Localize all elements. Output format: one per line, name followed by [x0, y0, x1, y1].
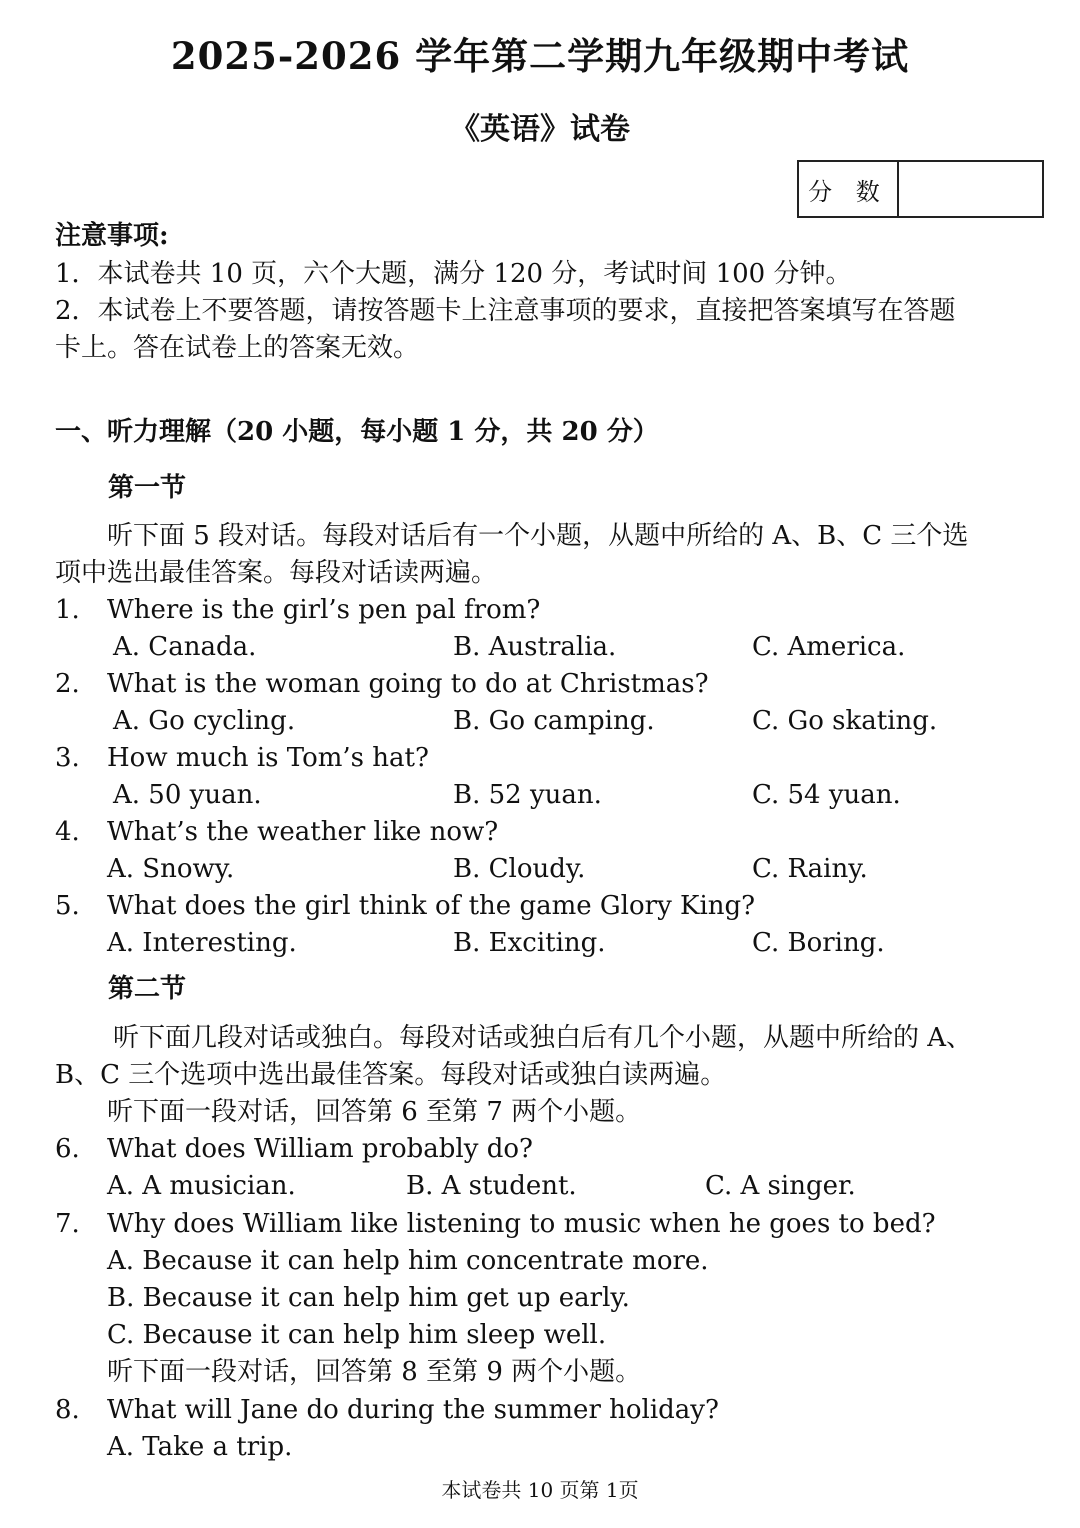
option-a: A. 50 yuan. — [113, 780, 262, 810]
section1-instructions: 听下面 5 段对话。每段对话后有一个小题，从题中所给的 A、B、C 三个选 — [107, 521, 969, 551]
question-text: What does the girl think of the game Glory King? — [107, 891, 756, 921]
question-number: 3. — [55, 743, 80, 773]
notice-line-2-cont: 卡上。答在试卷上的答案无效。 — [55, 333, 420, 363]
option-b: B. Cloudy. — [453, 854, 586, 884]
option-a: A. Because it can help him concentrate more. — [107, 1246, 709, 1276]
section2-heading: 第二节 — [108, 974, 187, 1004]
section1-instructions-cont: 项中选出最佳答案。每段对话读两遍。 — [55, 558, 498, 588]
option-c: C. Because it can help him sleep well. — [107, 1320, 607, 1350]
option-a: A. Take a trip. — [107, 1432, 293, 1462]
option-b: B. Australia. — [453, 632, 617, 662]
question-number: 1. — [55, 595, 80, 625]
option-b: B. Go camping. — [453, 706, 655, 736]
question-number: 2. — [55, 669, 80, 699]
dialogue-group-instruction: 听下面一段对话，回答第 6 至第 7 两个小题。 — [107, 1097, 642, 1127]
option-b: B. Because it can help him get up early. — [107, 1283, 630, 1313]
question-text: What is the woman going to do at Christmas? — [107, 669, 709, 699]
option-c: C. A singer. — [705, 1171, 856, 1201]
option-a: A. Go cycling. — [113, 706, 296, 736]
option-c: C. 54 yuan. — [752, 780, 901, 810]
question-number: 5. — [55, 891, 80, 921]
notice-line-2: 2．本试卷上不要答题，请按答题卡上注意事项的要求，直接把答案填写在答题 — [55, 296, 956, 326]
option-b: B. Exciting. — [453, 928, 606, 958]
question-text: Where is the girl’s pen pal from? — [107, 595, 541, 625]
score-blank — [899, 162, 1042, 216]
option-c: C. Rainy. — [752, 854, 868, 884]
option-b: B. 52 yuan. — [453, 780, 602, 810]
option-a: A. A musician. — [107, 1171, 296, 1201]
question-text: How much is Tom’s hat? — [107, 743, 429, 773]
option-a: A. Interesting. — [107, 928, 297, 958]
exam-subtitle: 《英语》试卷 — [450, 112, 630, 147]
question-text: Why does William like listening to music when he goes to bed? — [107, 1209, 936, 1239]
question-number: 4. — [55, 817, 80, 847]
notice-heading: 注意事项: — [55, 221, 169, 251]
option-c: C. America. — [752, 632, 906, 662]
option-c: C. Boring. — [752, 928, 885, 958]
dialogue-group-instruction: 听下面一段对话，回答第 8 至第 9 两个小题。 — [107, 1357, 642, 1387]
question-text: What does William probably do? — [107, 1134, 533, 1164]
section2-instructions: 听下面几段对话或独白。每段对话或独白后有几个小题，从题中所给的 A、 — [113, 1023, 973, 1053]
notice-line-1: 1．本试卷共 10 页，六个大题，满分 120 分，考试时间 100 分钟。 — [55, 259, 852, 289]
question-number: 7. — [55, 1209, 80, 1239]
option-b: B. A student. — [406, 1171, 577, 1201]
page-footer: 本试卷共 10 页第 1页 — [441, 1478, 639, 1502]
question-text: What will Jane do during the summer holiday? — [107, 1395, 719, 1425]
section2-instructions-cont: B、C 三个选项中选出最佳答案。每段对话或独白读两遍。 — [55, 1060, 727, 1090]
option-a: A. Canada. — [113, 632, 257, 662]
part1-heading: 一、听力理解（20 小题，每小题 1 分，共 20 分） — [55, 417, 659, 447]
section1-heading: 第一节 — [108, 473, 187, 503]
question-number: 8. — [55, 1395, 80, 1425]
score-label: 分 数 — [799, 162, 899, 216]
question-text: What’s the weather like now? — [107, 817, 499, 847]
exam-title: 2025-2026 学年第二学期九年级期中考试 — [170, 34, 910, 78]
question-number: 6. — [55, 1134, 80, 1164]
option-a: A. Snowy. — [107, 854, 235, 884]
option-c: C. Go skating. — [752, 706, 938, 736]
score-box — [797, 160, 1044, 218]
